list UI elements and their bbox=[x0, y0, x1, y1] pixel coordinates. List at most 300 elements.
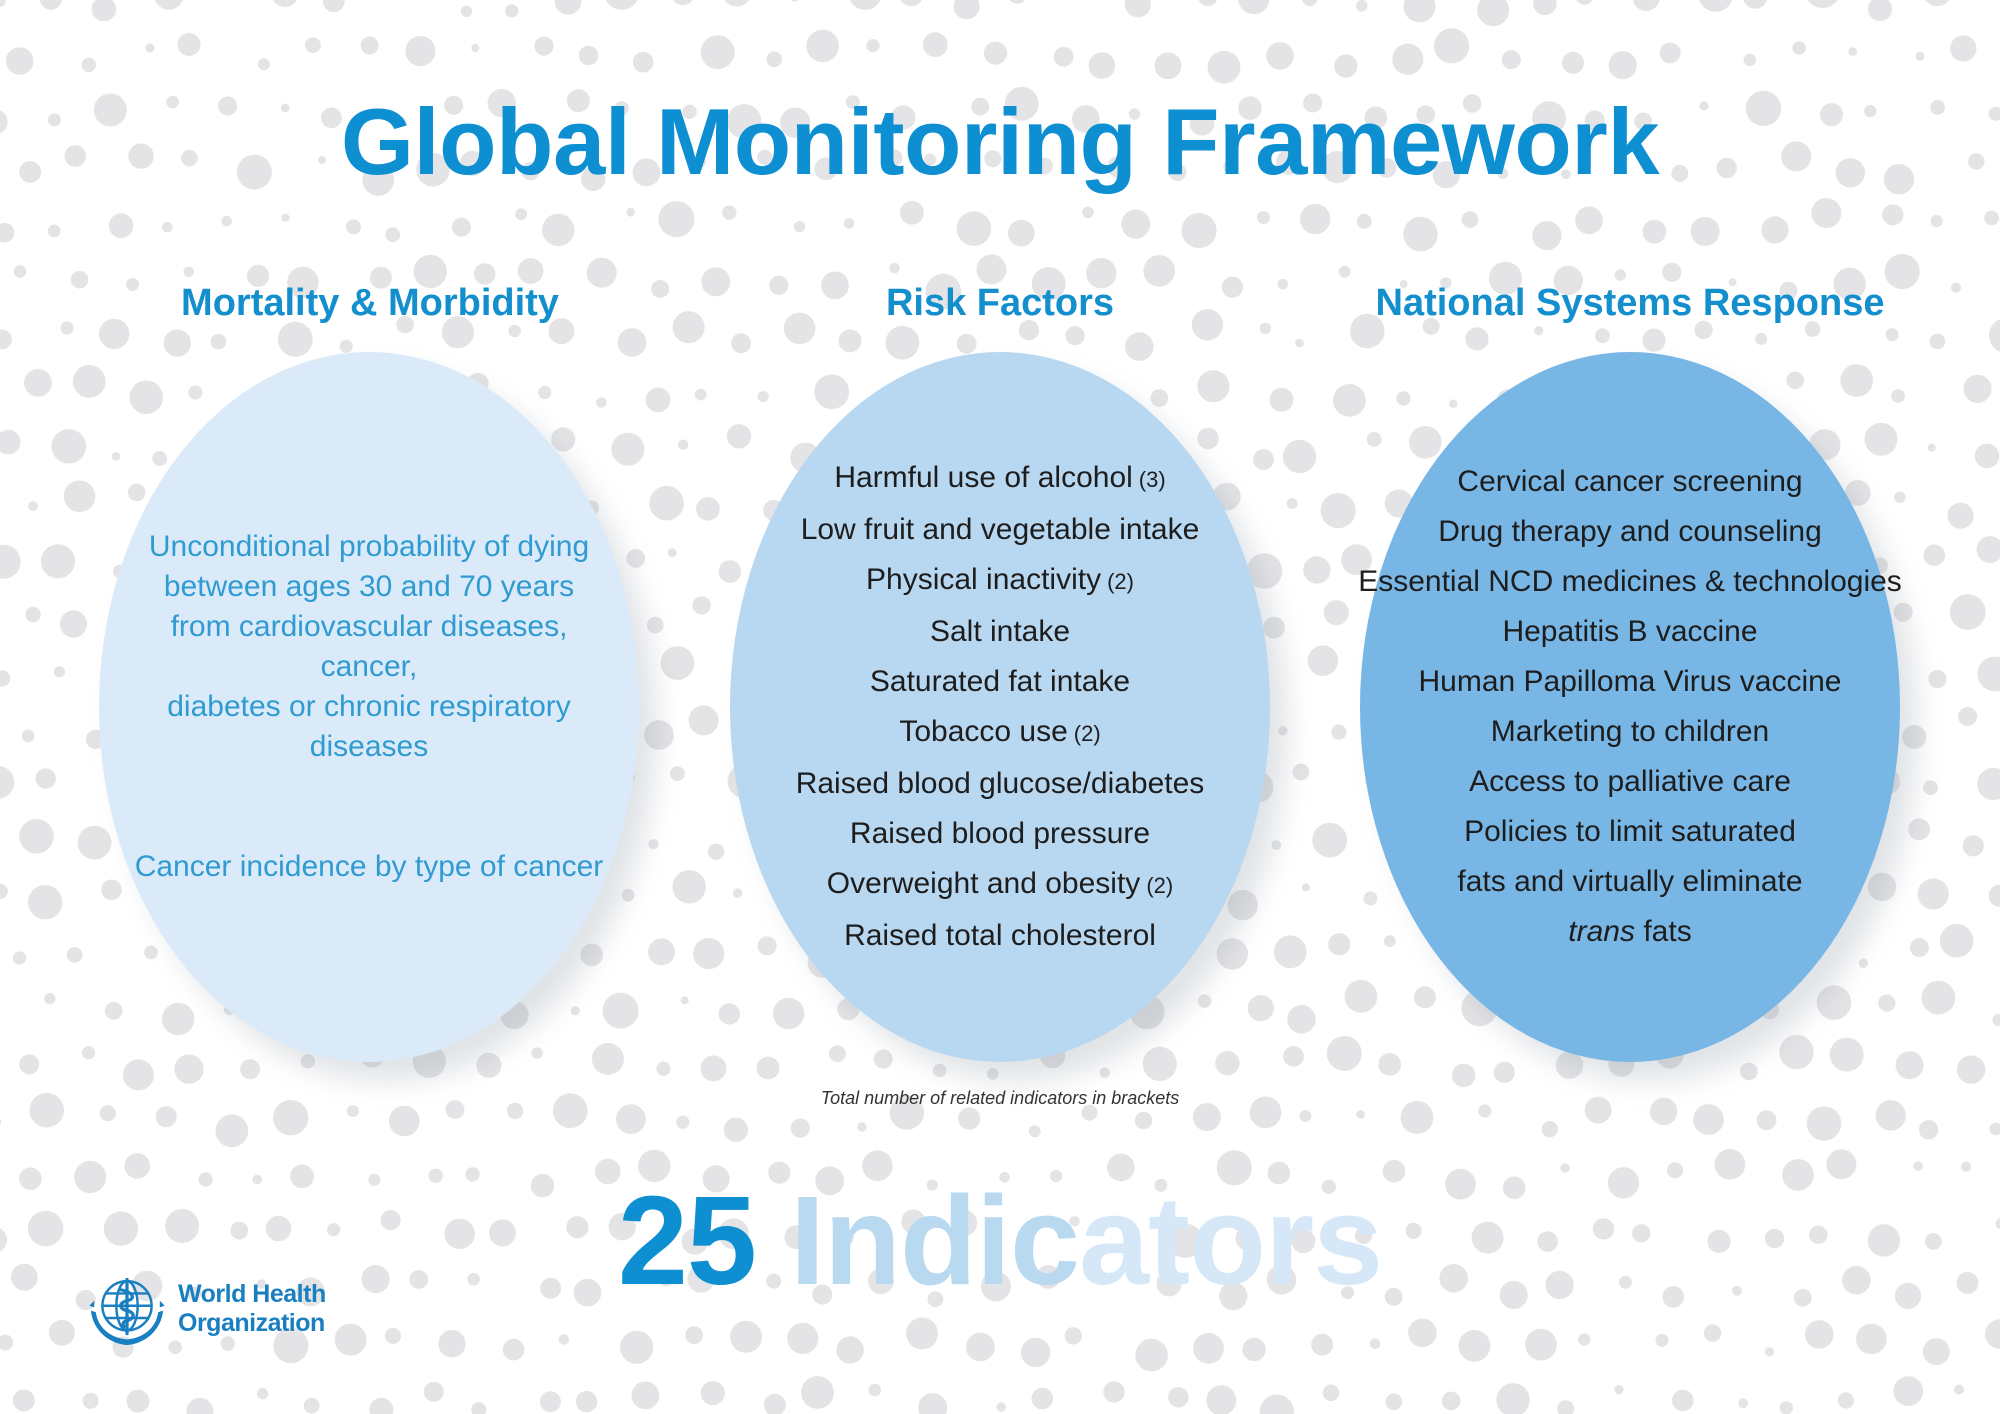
background-dot bbox=[1302, 0, 1317, 6]
background-dot bbox=[1215, 1051, 1239, 1075]
background-dot bbox=[757, 1057, 780, 1080]
background-dot bbox=[1896, 1051, 1924, 1079]
background-dot bbox=[839, 329, 862, 352]
background-dot bbox=[1838, 1392, 1854, 1408]
background-dot bbox=[1534, 326, 1543, 335]
background-dot bbox=[997, 1402, 1006, 1411]
background-dot bbox=[766, 52, 782, 68]
background-dot bbox=[83, 1393, 99, 1409]
indicators-word-part1: Indic bbox=[790, 1170, 1080, 1311]
background-dot bbox=[1595, 328, 1610, 343]
response-label: Policies to limit saturated bbox=[1464, 815, 1796, 848]
background-dot bbox=[1434, 28, 1469, 63]
background-dot bbox=[730, 1321, 762, 1353]
background-dot bbox=[503, 1339, 525, 1361]
background-dot bbox=[1958, 707, 1977, 726]
background-dot bbox=[671, 0, 694, 5]
risk-factor-label: Overweight and obesity bbox=[826, 867, 1141, 900]
background-dot bbox=[1977, 536, 2000, 563]
background-dot bbox=[604, 0, 640, 10]
background-dot bbox=[814, 374, 849, 409]
background-dot bbox=[0, 1118, 1, 1126]
risk-factor-list bbox=[796, 453, 1205, 961]
risk-factor-label: Salt intake bbox=[929, 615, 1071, 648]
background-dot bbox=[1248, 995, 1274, 1021]
list-item bbox=[796, 657, 1205, 707]
background-dot bbox=[1562, 52, 1584, 74]
background-dot bbox=[1300, 204, 1330, 234]
background-dot bbox=[954, 0, 980, 19]
mortality-indicator-list bbox=[129, 527, 609, 887]
background-dot bbox=[211, 334, 227, 350]
background-dot bbox=[1656, 1334, 1669, 1347]
background-dot bbox=[579, 46, 599, 66]
risk-factor-label: Saturated fat intake bbox=[869, 665, 1131, 698]
list-item bbox=[796, 859, 1205, 911]
indicators-word-part2: ators bbox=[1079, 1170, 1383, 1311]
background-dot bbox=[1978, 657, 2000, 692]
background-dot bbox=[1902, 725, 1926, 749]
background-dot bbox=[505, 4, 518, 17]
background-dot bbox=[758, 391, 769, 402]
response-label: Hepatitis B vaccine bbox=[1502, 615, 1758, 648]
background-dot bbox=[1356, 0, 1368, 12]
list-item bbox=[1358, 607, 1902, 657]
risk-factor-label: Harmful use of alcohol bbox=[834, 461, 1133, 494]
background-dot bbox=[1811, 198, 1841, 228]
background-dot bbox=[515, 208, 527, 220]
who-emblem-icon bbox=[86, 1268, 168, 1350]
heading-national-systems-response: National Systems Response bbox=[1375, 282, 1885, 324]
background-dot bbox=[1930, 334, 1946, 350]
background-dot bbox=[733, 888, 743, 898]
background-dot bbox=[1155, 52, 1182, 79]
background-dot bbox=[335, 1324, 367, 1356]
background-dot bbox=[1765, 1347, 1774, 1356]
background-dot bbox=[1840, 364, 1873, 397]
who-logo bbox=[86, 1268, 326, 1350]
background-dot bbox=[611, 433, 644, 466]
background-dot bbox=[701, 1381, 725, 1405]
background-dot bbox=[1303, 556, 1330, 583]
background-dot bbox=[648, 938, 675, 965]
background-dot bbox=[0, 884, 8, 899]
background-dot bbox=[933, 1064, 947, 1078]
background-dot bbox=[1740, 1063, 1758, 1081]
background-dot bbox=[1198, 0, 1218, 6]
background-dot bbox=[801, 1376, 834, 1409]
indicator-count: (2) bbox=[1107, 569, 1134, 594]
background-dot bbox=[1744, 54, 1756, 66]
risk-factor-label: Tobacco use bbox=[899, 715, 1068, 748]
background-dot bbox=[1805, 1320, 1834, 1349]
background-dot bbox=[221, 216, 232, 227]
background-dot bbox=[773, 998, 804, 1029]
background-dot bbox=[1755, 333, 1767, 345]
background-dot bbox=[1293, 764, 1310, 781]
background-dot bbox=[540, 1391, 561, 1412]
background-dot bbox=[215, 1115, 248, 1148]
risk-factor-label: Raised blood glucose/diabetes bbox=[795, 767, 1205, 800]
background-dot bbox=[886, 326, 920, 360]
heading-risk-factors: Risk Factors bbox=[885, 282, 1115, 324]
background-dot bbox=[1333, 384, 1366, 417]
list-item bbox=[1358, 457, 1902, 507]
background-dot bbox=[576, 1391, 597, 1412]
background-dot bbox=[1007, 0, 1028, 4]
background-dot bbox=[658, 201, 694, 237]
background-dot bbox=[64, 481, 96, 513]
response-label-rest: fats bbox=[1635, 915, 1692, 948]
background-dot bbox=[1135, 1112, 1152, 1129]
background-dot bbox=[1283, 1046, 1304, 1067]
background-dot bbox=[626, 208, 635, 217]
background-dot bbox=[1698, 0, 1733, 12]
background-dot bbox=[829, 1045, 846, 1062]
background-dot bbox=[123, 1059, 154, 1090]
background-dot bbox=[899, 0, 924, 6]
background-dot bbox=[670, 766, 685, 781]
background-dot bbox=[957, 211, 992, 246]
background-dot bbox=[73, 365, 106, 398]
background-dot bbox=[1951, 283, 1961, 293]
background-dot bbox=[874, 1050, 893, 1069]
who-logo-line1: World Health bbox=[178, 1280, 326, 1308]
background-dot bbox=[923, 32, 948, 57]
background-dot bbox=[48, 225, 61, 238]
background-dot bbox=[145, 44, 154, 53]
background-dot bbox=[164, 329, 191, 356]
background-dot bbox=[1287, 1005, 1316, 1034]
background-dot bbox=[1922, 981, 1956, 1015]
background-dot bbox=[1396, 391, 1410, 405]
background-dot bbox=[632, 1382, 660, 1410]
background-dot bbox=[518, 258, 544, 284]
background-dot bbox=[731, 333, 751, 353]
background-dot bbox=[620, 1331, 653, 1364]
background-dot bbox=[1882, 204, 1903, 225]
background-dot bbox=[1691, 217, 1720, 246]
background-dot bbox=[596, 397, 607, 408]
background-dot bbox=[1780, 1401, 1793, 1414]
background-dot bbox=[14, 265, 27, 278]
background-dot bbox=[0, 670, 10, 686]
indicator-count: (2) bbox=[1073, 721, 1101, 746]
list-item bbox=[796, 911, 1205, 961]
background-dot bbox=[1609, 51, 1637, 79]
background-dot bbox=[1151, 389, 1169, 407]
background-dot bbox=[836, 1336, 863, 1363]
background-dot bbox=[571, 1006, 580, 1015]
background-dot bbox=[689, 705, 719, 735]
background-dot bbox=[49, 1320, 75, 1346]
background-dot bbox=[278, 322, 313, 357]
background-dot bbox=[542, 214, 574, 246]
background-dot bbox=[1848, 47, 1857, 56]
background-dot bbox=[844, 218, 855, 229]
background-dot bbox=[54, 666, 65, 677]
background-dot bbox=[695, 389, 707, 401]
background-dot bbox=[1893, 1376, 1923, 1406]
background-dot bbox=[1963, 375, 1991, 403]
background-dot bbox=[1125, 0, 1151, 17]
background-dot bbox=[758, 936, 777, 955]
background-dot bbox=[36, 768, 56, 788]
background-dot bbox=[1198, 994, 1211, 1007]
background-dot bbox=[857, 1122, 866, 1131]
background-dot bbox=[592, 1043, 624, 1075]
background-dot bbox=[1660, 42, 1681, 63]
background-dot bbox=[1197, 370, 1229, 402]
background-dot bbox=[186, 1398, 213, 1414]
background-dot bbox=[1328, 933, 1350, 955]
background-dot bbox=[1260, 1395, 1294, 1414]
background-dot bbox=[1918, 878, 1949, 909]
background-dot bbox=[1957, 1055, 1985, 1083]
background-dot bbox=[722, 205, 736, 219]
background-dot bbox=[1924, 544, 1946, 566]
list-item bbox=[1358, 757, 1902, 807]
background-dot bbox=[580, 944, 603, 967]
background-dot bbox=[1356, 1110, 1365, 1119]
risk-factor-label: Raised blood pressure bbox=[849, 817, 1151, 850]
mortality-line: Cancer incidence by type of cancer bbox=[134, 850, 604, 883]
background-dot bbox=[900, 201, 924, 225]
background-dot bbox=[1532, 221, 1561, 250]
response-label: Drug therapy and counseling bbox=[1438, 515, 1822, 548]
background-dot bbox=[633, 52, 654, 73]
background-dot bbox=[1477, 0, 1509, 26]
background-dot bbox=[1947, 503, 1973, 529]
background-dot bbox=[1916, 52, 1925, 61]
background-dot bbox=[1367, 432, 1382, 447]
background-dot bbox=[987, 1068, 999, 1080]
background-dot bbox=[174, 1054, 203, 1083]
background-dot bbox=[1950, 35, 1976, 61]
background-dot bbox=[128, 484, 146, 502]
background-dot bbox=[1089, 52, 1116, 79]
background-dot bbox=[1975, 444, 2000, 469]
background-dot bbox=[1779, 1035, 1813, 1069]
background-dot bbox=[1449, 400, 1457, 408]
background-dot bbox=[559, 1334, 569, 1344]
background-dot bbox=[1021, 1338, 1050, 1367]
background-dot bbox=[109, 213, 134, 238]
background-dot bbox=[509, 325, 521, 337]
mortality-line: diabetes or chronic respiratory diseases bbox=[167, 690, 571, 763]
background-dot bbox=[1578, 1333, 1590, 1345]
background-dot bbox=[976, 254, 1006, 284]
background-dot bbox=[1908, 818, 1930, 840]
background-dot bbox=[889, 263, 900, 274]
background-dot bbox=[1257, 211, 1270, 224]
background-dot bbox=[0, 545, 21, 579]
background-dot bbox=[622, 889, 635, 902]
background-dot bbox=[1054, 47, 1074, 67]
background-dot bbox=[1984, 211, 1999, 226]
background-dot bbox=[340, 340, 353, 353]
response-label: Marketing to children bbox=[1490, 715, 1770, 748]
background-dot bbox=[105, 1002, 123, 1020]
background-dot bbox=[1308, 645, 1339, 676]
background-dot bbox=[1830, 1038, 1864, 1072]
background-dot bbox=[1442, 1392, 1461, 1411]
list-item bbox=[796, 607, 1205, 657]
background-dot bbox=[1643, 220, 1667, 244]
background-dot bbox=[678, 440, 688, 450]
background-dot bbox=[1919, 1120, 1938, 1139]
background-dot bbox=[648, 839, 658, 849]
background-dot bbox=[534, 37, 553, 56]
background-dot bbox=[1865, 423, 1898, 456]
background-dot bbox=[1168, 1387, 1188, 1407]
background-dot bbox=[0, 329, 12, 349]
background-dot bbox=[1496, 1383, 1529, 1414]
background-dot bbox=[724, 1118, 748, 1142]
background-dot bbox=[693, 938, 724, 969]
background-dot bbox=[369, 1398, 393, 1414]
background-dot bbox=[787, 1323, 818, 1354]
indicator-count: (2) bbox=[1146, 873, 1174, 898]
heading-mortality-morbidity: Mortality & Morbidity bbox=[181, 282, 559, 324]
background-dot bbox=[1311, 1334, 1333, 1356]
background-dot bbox=[866, 39, 879, 52]
background-dot bbox=[162, 222, 173, 233]
mortality-line: Unconditional probability of dying bbox=[148, 530, 590, 563]
background-dot bbox=[1985, 1319, 2000, 1349]
background-dot bbox=[1206, 1385, 1236, 1414]
background-dot bbox=[555, 0, 582, 15]
background-dot bbox=[28, 885, 62, 919]
background-dot bbox=[301, 1054, 315, 1068]
background-dot bbox=[1274, 935, 1307, 968]
background-dot bbox=[1452, 1064, 1476, 1088]
national-response-list bbox=[1358, 457, 1902, 957]
mortality-line: from cardiovascular diseases, cancer, bbox=[170, 610, 568, 683]
list-item bbox=[796, 505, 1205, 555]
background-dot bbox=[240, 1059, 260, 1079]
response-label-italic: trans bbox=[1568, 915, 1635, 948]
background-dot bbox=[1065, 1327, 1082, 1344]
background-dot bbox=[1357, 214, 1372, 229]
list-item bbox=[1358, 707, 1902, 757]
background-dot bbox=[1295, 339, 1304, 348]
background-dot bbox=[906, 1318, 938, 1350]
background-dot bbox=[789, 0, 799, 2]
background-dot bbox=[764, 1394, 786, 1414]
background-dot bbox=[958, 1108, 980, 1130]
list-item bbox=[1358, 557, 1902, 607]
background-dot bbox=[966, 1333, 995, 1362]
background-dot bbox=[1494, 1062, 1515, 1083]
background-dot bbox=[984, 42, 1007, 65]
background-dot bbox=[1100, 1068, 1110, 1078]
background-dot bbox=[1238, 0, 1269, 14]
background-dot bbox=[0, 766, 14, 799]
background-dot bbox=[668, 548, 677, 557]
background-dot bbox=[849, 0, 882, 10]
background-dot bbox=[1868, 0, 1892, 21]
background-dot bbox=[656, 1062, 670, 1076]
background-dot bbox=[40, 0, 62, 10]
background-dot bbox=[1886, 328, 1899, 341]
background-dot bbox=[1339, 266, 1351, 278]
background-dot bbox=[1082, 207, 1094, 219]
background-dot bbox=[1757, 1110, 1777, 1130]
page-title: Global Monitoring Framework bbox=[340, 89, 1660, 194]
background-dot bbox=[1392, 44, 1423, 75]
background-dot bbox=[281, 214, 289, 222]
background-dot bbox=[1459, 1330, 1491, 1362]
background-dot bbox=[41, 544, 75, 578]
background-dot bbox=[1242, 1338, 1265, 1361]
background-dot bbox=[1263, 617, 1285, 639]
background-dot bbox=[1940, 924, 1974, 958]
background-dot bbox=[692, 596, 710, 614]
background-dot bbox=[156, 1106, 177, 1127]
background-dot bbox=[1859, 959, 1868, 968]
background-dot bbox=[1856, 1324, 1887, 1355]
background-dot bbox=[144, 946, 158, 960]
background-dot bbox=[644, 720, 674, 750]
background-dot bbox=[405, 36, 435, 66]
background-dot bbox=[1253, 449, 1274, 470]
background-dot bbox=[1878, 995, 1895, 1012]
background-dot bbox=[1404, 0, 1436, 22]
background-dot bbox=[918, 1393, 947, 1414]
background-dot bbox=[1807, 1106, 1842, 1141]
mortality-item-probability-of-dying bbox=[129, 527, 609, 767]
background-dot bbox=[1270, 388, 1294, 412]
background-dot bbox=[1525, 1329, 1557, 1361]
background-dot bbox=[869, 1384, 882, 1397]
background-dot bbox=[1125, 332, 1154, 361]
background-dot bbox=[794, 221, 805, 232]
background-dot bbox=[1557, 1400, 1574, 1414]
background-dot bbox=[676, 1116, 689, 1129]
background-dot bbox=[1302, 883, 1310, 891]
background-dot bbox=[1462, 211, 1479, 228]
background-dot bbox=[424, 1382, 444, 1402]
background-dot bbox=[178, 33, 201, 56]
list-item bbox=[796, 555, 1205, 607]
background-dot bbox=[700, 1055, 726, 1081]
background-dot bbox=[1135, 1339, 1168, 1372]
background-dot bbox=[1963, 835, 1984, 856]
response-label: Access to palliative care bbox=[1469, 765, 1791, 798]
who-logo-line2: Organization bbox=[178, 1309, 325, 1337]
background-dot bbox=[1672, 1390, 1694, 1412]
background-dot bbox=[1576, 0, 1594, 5]
background-dot bbox=[1266, 42, 1294, 70]
background-dot bbox=[649, 486, 684, 521]
background-dot bbox=[25, 607, 40, 622]
background-dot bbox=[257, 1388, 268, 1399]
background-dot bbox=[1542, 1121, 1558, 1137]
background-dot bbox=[323, 0, 345, 12]
background-dot bbox=[719, 1003, 740, 1024]
background-dot bbox=[13, 951, 26, 964]
background-dot bbox=[258, 58, 270, 70]
background-dot bbox=[722, 0, 752, 7]
background-dot bbox=[1950, 594, 1986, 630]
list-item bbox=[1358, 807, 1902, 857]
background-dot bbox=[1989, 885, 2000, 907]
response-label: Human Papilloma Virus vaccine bbox=[1418, 665, 1842, 698]
background-dot bbox=[60, 610, 87, 637]
background-dot bbox=[476, 1053, 501, 1078]
background-dot bbox=[52, 429, 87, 464]
